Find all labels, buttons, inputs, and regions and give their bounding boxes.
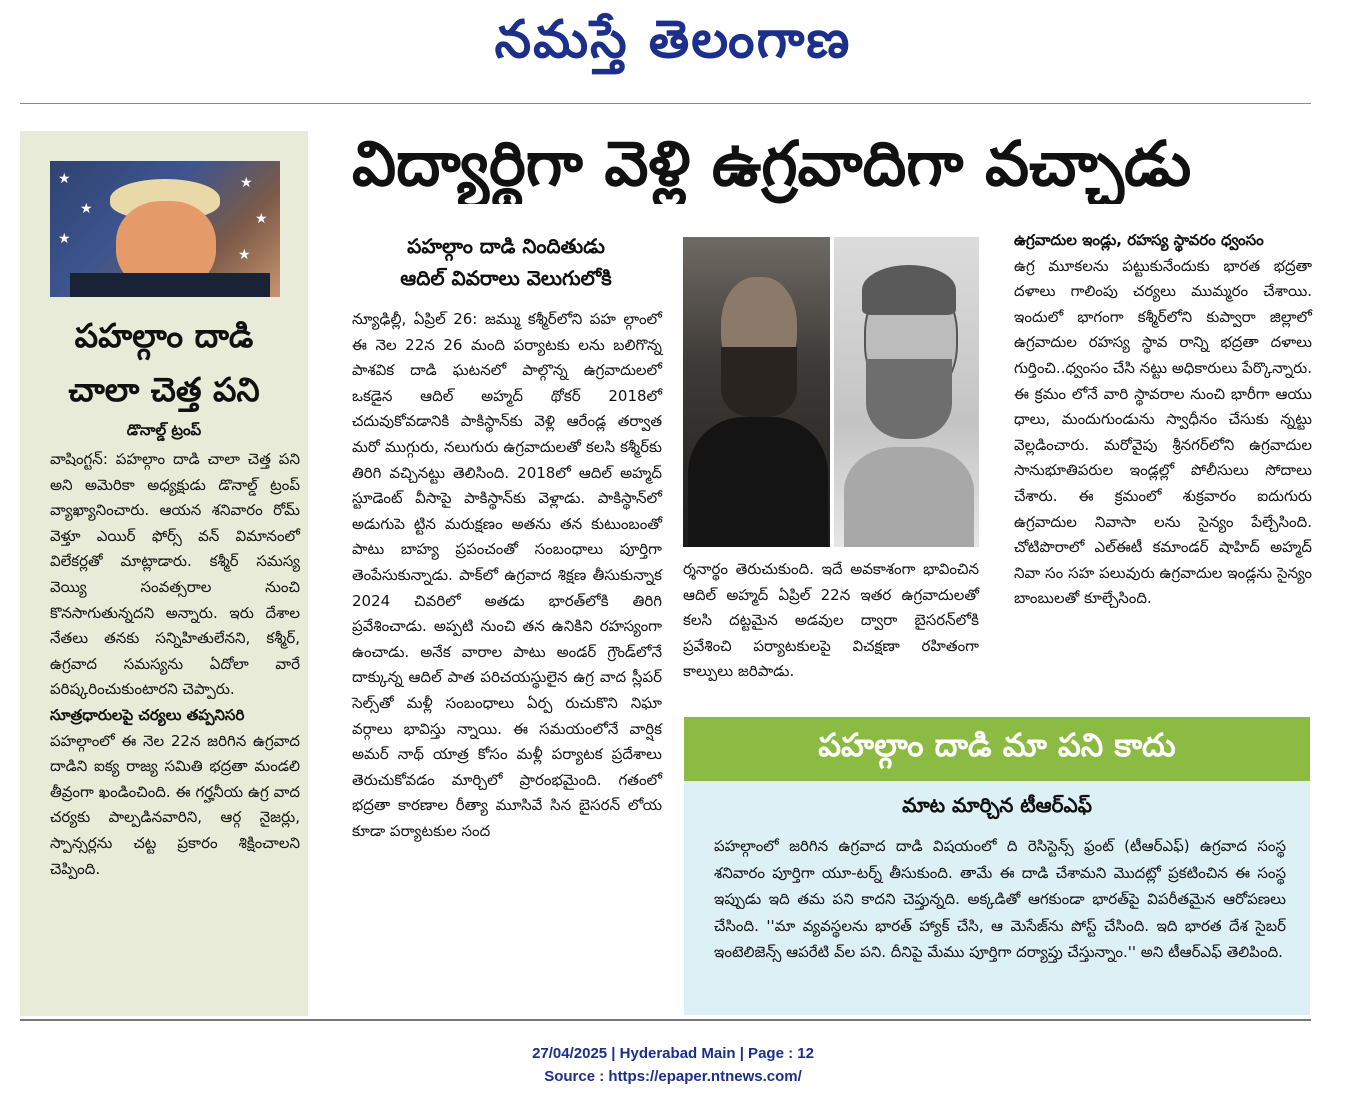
article-text: ఉగ్ర మూకలను పట్టుకునేందుకు భారత భద్రతా దళాలు గాలింపు చర్యలు ముమ్మరం చేశాయి. ఇందులో భాగంగా కశ్మీర్‌లోని కుప్వారా జిల్లాలో ఉగ్రవాదుల రహస్య స్థావ రాన్ని భద్రతా దళాలు గుర్తించి..ధ్వంసం చేసి నట్టు అధికారులు పేర్కొన్నారు. ఈ క్రమం లోనే వారి స్థావరాల నుంచి భారీగా ఆయు ధాలు, మందుగుండును స్వాధీనం చేసుకు న్నట్టు వెల్లడించారు. మరోవైపు శ్రీనగర్‌లోని ఉగ్రవాదుల సానుభూతిపరుల ఇండ్లల్లో పోలీసులు సోదాలు చేశారు. ఈ క్రమంలో శుక్రవారం ఐదుగురు ఉగ్రవాదుల నివాసా లను సైన్యం పేల్చేసింది. చోటిపొరాలో ఎల్‌ఈటీ కమాండర్‌ షాహిద్‌ అహ్మద్‌ నివా సం సహ పలువురు ఉగ్రవాదుల ఇండ్లను సైన్యం బాంబులతో కూల్చేసింది. <box>1014 256 1312 608</box>
sidebar-paragraph: వాషింగ్టన్‌: పహల్గాం దాడి చాలా చెత్త పని అని అమెరికా అధ్యక్షుడు డొనాల్డ్‌ ట్రంప్‌ వ్యాఖ్యానించారు. ఆయన శనివారం రోమ్‌ వెళ్తూ ఎయిర్‌ ఫోర్స్‌ వన్‌ విమానంలో విలేకర్లతో మాట్లాడారు. కశ్మీర్‌ సమస్య వెయ్యి సంవత్సరాల నుంచి కొనసాగుతున్నదని అన్నారు. ఇరు దేశాల నేతలు తనకు సన్నిహితులేనని, కశ్మీర్‌, ఉగ్రవాద సమస్యను ఏదోలా వారే పరిష్కరించుకుంటారని చెప్పారు. <box>50 450 300 699</box>
footer-edition-info: 27/04/2025 | Hyderabad Main | Page : 12 <box>532 1045 814 1062</box>
article-column-1 <box>352 307 662 844</box>
sidebar-article <box>20 131 308 1016</box>
footer-source: Source : https://epaper.ntnews.com/ <box>544 1068 802 1085</box>
article-column-2 <box>683 557 979 685</box>
sidebar-byline: డొనాల్డ్‌ ట్రంప్‌ <box>126 421 202 439</box>
main-subhead-line2: ఆదిల్‌ వివరాలు వెలుగులోకి <box>400 266 612 290</box>
article-text: న్యూఢిల్లీ, ఏప్రిల్‌ 26: జమ్ము కశ్మీర్‌లోని పహ ల్గాంలో ఈ నెల 22న 26 మంది పర్యాటకు లను బలిగొన్న పాశవిక దాడి ఘటనలో పాల్గొన్న ఉగ్రవాదులలో ఒకడైన ఆదిల్‌ అహ్మద్‌ థోకర్‌ 2018లో చదువుకోవడానికి పాకిస్థాన్‌కు వెళ్లి ఆరేండ్ల తర్వాత మరో ముగ్గురు, నలుగురు ఉగ్రవాదులతో కలసి కశ్మీర్‌కు తిరిగి వచ్చినట్టు తెలిసింది. 2018లో ఆదిల్‌ అహ్మద్‌ స్టూడెంట్‌ వీసాపై పాకిస్థాన్‌కు వెళ్లాడు. పాకిస్థాన్‌లో అడుగుపె ట్టిన మరుక్షణం అతను తన కుటుంబంతో పాటు బాహ్య ప్రపంచంతో సంబంధాలు పూర్తిగా తెంపేసుకున్నాడు. పాక్‌లో ఉగ్రవాద శిక్షణ తీసుకున్నాక 2024 చివరిలో అతడు భారత్‌లోకి తిరిగి ప్రవేశించాడు. అప్పటి నుంచి తన ఉనికిని రహస్యంగా ఉంచాడు. అనేక వారాల పాటు అండర్‌ గ్రౌండ్‌లోనే దాక్కున్న ఆదిల్‌ పాత పరిచయస్థులైన ఉగ్ర వాద స్లీపర్‌ సెల్స్‌తో మళ్లీ సంబంధాలు ఏర్ప రుచుకొని నిఘా వర్గాలు భావిస్తు న్నాయి. ఈ సమయంలోనే వార్షిక అమర్‌ నాథ్‌ యాత్ర కోసం మళ్లీ పర్యాటక ప్రదేశాలు తెరుచుకోవడం మార్చిలో ప్రారంభమైంది. గతంలో భద్రతా కారణాల రీత్యా మూసివే సిన బైసరన్‌ లోయ కూడా పర్యాటకుల సంద <box>352 310 662 840</box>
trump-photo: ★ ★ ★ ★ ★ ★ <box>50 161 280 297</box>
main-headline: విద్యార్థిగా వెళ్లి ఉగ్రవాదిగా వచ్చాడు <box>352 127 1192 200</box>
trf-headline: పహల్గాం దాడి మా పని కాదు <box>684 717 1310 781</box>
suspect-photo <box>683 237 830 547</box>
masthead <box>0 0 1346 92</box>
sidebar-headline: పహల్గాం దాడి <box>74 316 254 355</box>
article-column-3 <box>1014 228 1312 612</box>
sidebar-subheading: సూత్రధారులపై చర్యలు తప్పనిసరి <box>50 705 245 724</box>
main-subhead: పహల్గాం దాడి నిందితుడు <box>407 234 605 258</box>
trf-body: పహల్గాంలో జరిగిన ఉగ్రవాద దాడి విషయంలో ది రెసిస్టెన్స్‌ ఫ్రంట్‌ (టీఆర్‌ఎఫ్‌) ఉగ్రవాద సంస్థ శనివారం పూర్తిగా యూ-టర్న్‌ తీసుకుంది. తామే ఈ దాడి చేశామని మొదట్లో ప్రకటించిన ఈ సంస్థ ఇప్పుడు ఇది తమ పని కాదని చెప్తున్నది. అక్కడితో ఆగకుండా భారత్‌పై విపరీతమైన ఆరోపణలు చేసింది. ''మా వ్యవస్థలను భారత్‌ హ్యాక్‌ చేసి, ఆ మెసేజ్‌ను పోస్ట్‌ చేసింది. ఇది భారత దేశ సైబర్‌ ఇంటెలిజెన్స్‌ ఆపరేటి వ్‌ల పని. దీనిపై మేము పూర్తిగా దర్యాప్తు చేస్తున్నాం.'' అని టీఆర్‌ఎఫ్‌ తెలిపింది. <box>714 837 1286 961</box>
top-divider <box>20 103 1311 104</box>
sidebar-headline-line2: చాలా చెత్త పని <box>68 370 260 409</box>
trf-boxed-story <box>684 717 1310 1015</box>
suspect-sketch <box>834 237 979 547</box>
article-text: ర్శనార్థం తెరుచుకుంది. ఇదే అవకాశంగా భావించిన ఆదిల్‌ అహ్మద్‌ ఏప్రిల్‌ 22న ఇతర ఉగ్రవాదులతో కలసి దట్టమైన అడవుల ద్వారా బైసరన్‌లోకి ప్రవేశించి పర్యాటకులపై విచక్షణా రహితంగా కాల్పులు జరిపాడు. <box>683 560 979 681</box>
sidebar-body <box>50 447 300 882</box>
sidebar-paragraph: పహల్గాంలో ఈ నెల 22న జరిగిన ఉగ్రవాద దాడిని ఐక్య రాజ్య సమితి భద్రతా మండలి తీవ్రంగా ఖండించింది. ఈ గర్హనీయ ఉగ్ర వాద చర్యకు పాల్పడినవారిని, ఆర్గ నైజర్లు, స్పాన్సర్లను చట్ట ప్రకారం శిక్షించాలని చెప్పింది. <box>50 731 300 878</box>
bottom-divider <box>20 1019 1311 1021</box>
column-subheading: ఉగ్రవాదుల ఇండ్లు, రహస్య స్థావరం ధ్వంసం <box>1014 231 1264 249</box>
trf-subtitle: మాట మార్చిన టీఆర్‌ఎఫ్‌ <box>902 793 1092 817</box>
newspaper-logo: నమస్తే తెలంగాణ <box>494 9 852 70</box>
